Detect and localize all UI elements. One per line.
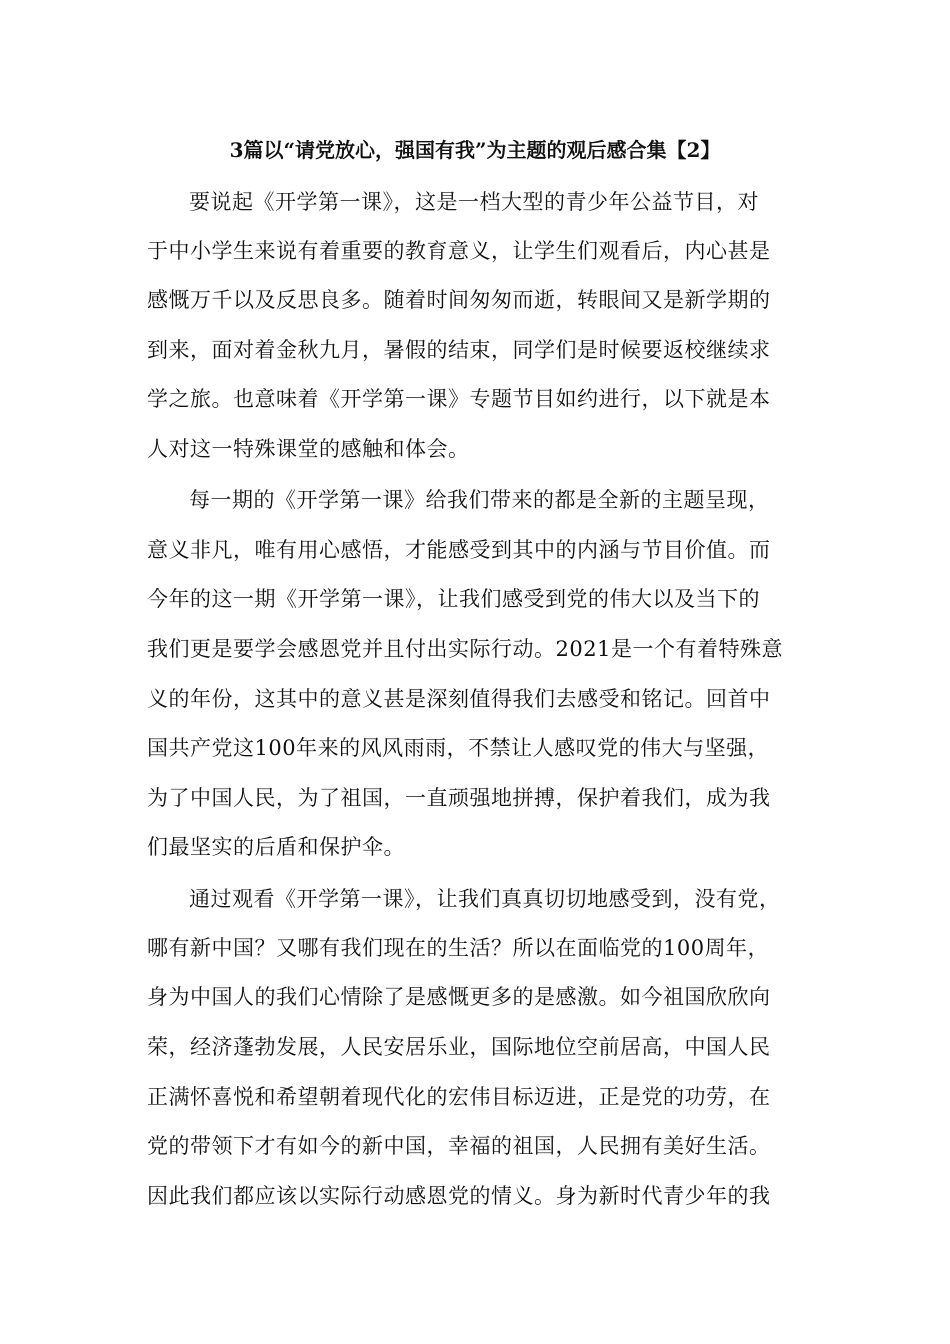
text-line: 党的带领下才有如今的新中国，幸福的祖国，人民拥有美好生活。 bbox=[147, 1134, 771, 1158]
text-line: 为了中国人民，为了祖国，一直顽强地拼搏，保护着我们，成为我 bbox=[147, 786, 771, 810]
document-title: 3篇以“请党放心，强国有我”为主题的观后感合集【2】 bbox=[229, 138, 721, 162]
text-line: 义的年份，这其中的意义甚是深刻值得我们去感受和铭记。回首中 bbox=[147, 687, 771, 711]
text-line: 感慨万千以及反思良多。随着时间匆匆而逝，转眼间又是新学期的 bbox=[147, 288, 771, 312]
text-line: 我们更是要学会感恩党并且付出实际行动。2021是一个有着特殊意 bbox=[147, 637, 783, 661]
text-line: 通过观看《开学第一课》，让我们真真切切地感受到，没有党， bbox=[189, 887, 781, 911]
text-line: 每一期的《开学第一课》给我们带来的都是全新的主题呈现， bbox=[189, 488, 770, 512]
text-line: 于中小学生来说有着重要的教育意义，让学生们观看后，内心甚是 bbox=[147, 239, 771, 263]
text-line: 人对这一特殊课堂的感触和体会。 bbox=[147, 437, 470, 461]
text-line: 今年的这一期《开学第一课》，让我们感受到党的伟大以及当下的 bbox=[147, 587, 760, 611]
text-line: 正满怀喜悦和希望朝着现代化的宏伟目标迈进，正是党的功劳，在 bbox=[147, 1085, 771, 1109]
text-line: 因此我们都应该以实际行动感恩党的情义。身为新时代青少年的我 bbox=[147, 1184, 771, 1208]
text-line: 学之旅。也意味着《开学第一课》专题节目如约进行，以下就是本 bbox=[147, 387, 771, 411]
text-line: 荣，经济蓬勃发展，人民安居乐业，国际地位空前居高，中国人民 bbox=[147, 1035, 771, 1059]
text-line: 到来，面对着金秋九月，暑假的结束，同学们是时候要返校继续求 bbox=[147, 338, 771, 362]
text-line: 身为中国人的我们心情除了是感慨更多的是感激。如今祖国欣欣向 bbox=[147, 985, 771, 1009]
text-line: 哪有新中国？又哪有我们现在的生活？所以在面临党的100周年， bbox=[147, 936, 770, 960]
text-line: 意义非凡，唯有用心感悟，才能感受到其中的内涵与节目价值。而 bbox=[147, 538, 771, 562]
text-line: 要说起《开学第一课》，这是一档大型的青少年公益节目，对 bbox=[189, 190, 759, 214]
text-line: 们最坚实的后盾和保护伞。 bbox=[147, 835, 405, 859]
text-line: 国共产党这100年来的风风雨雨，不禁让人感叹党的伟大与坚强， bbox=[147, 736, 770, 760]
